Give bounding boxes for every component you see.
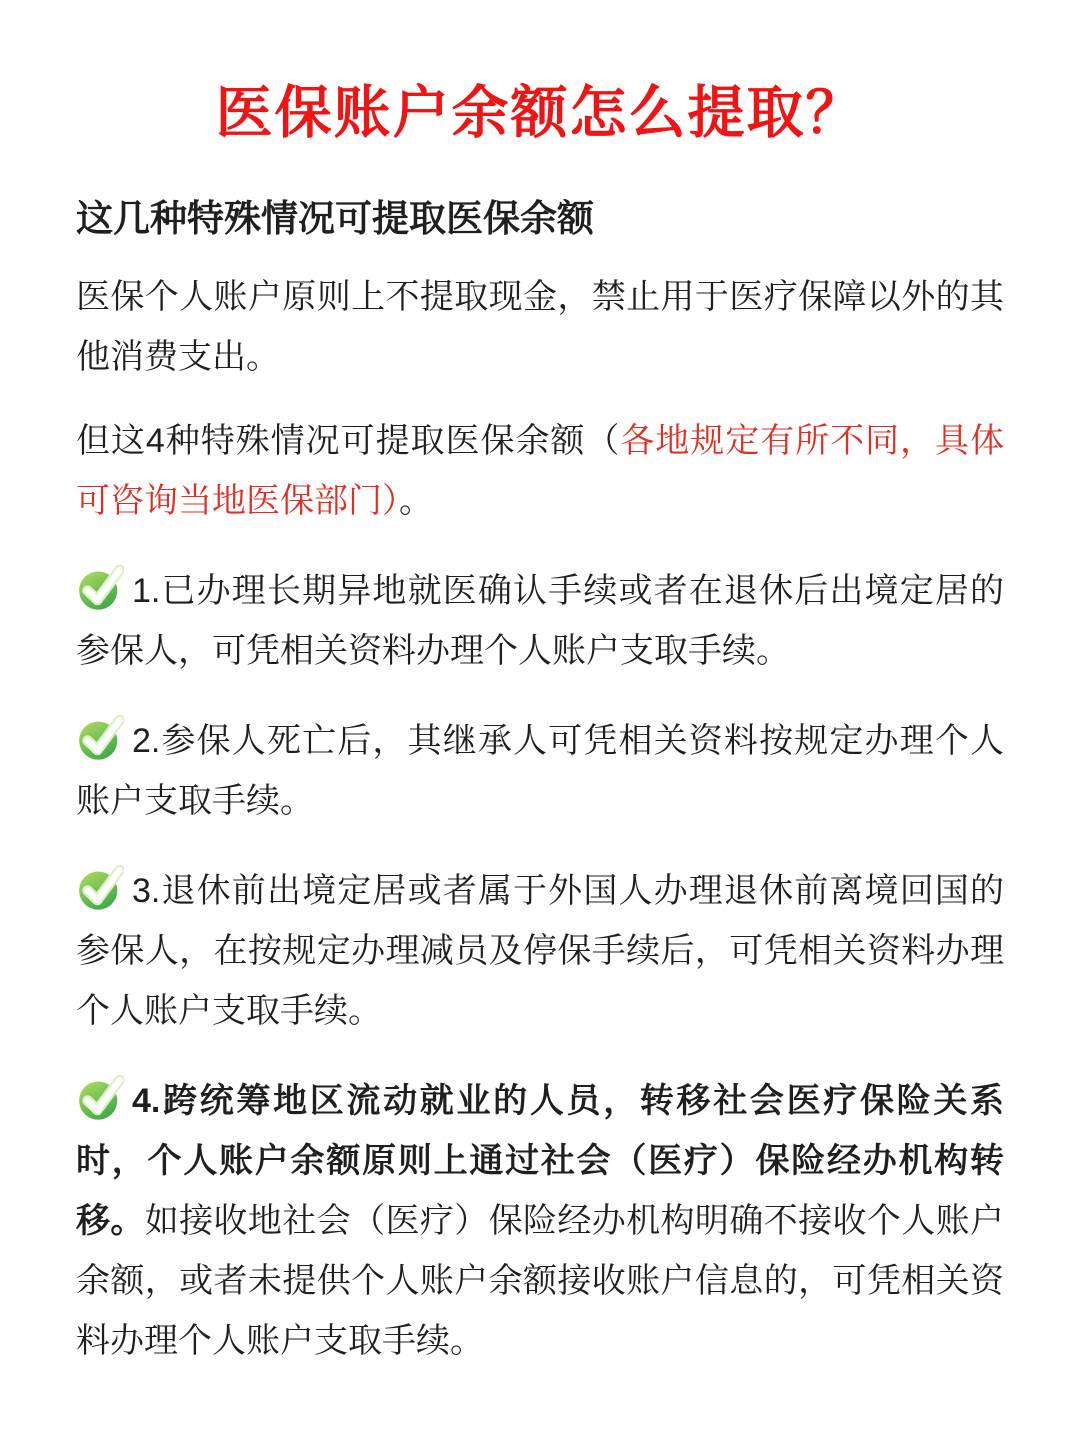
note-red-text: 各地规定有所不同，具体可咨询当地医保部门）: [76, 422, 1004, 521]
page-title: 医保账户余额怎么提取？: [215, 81, 865, 145]
checklist-item-3: [76, 861, 1004, 1041]
check-circle-icon: [76, 563, 124, 611]
check-circle-icon: [76, 713, 124, 761]
item-4-bold-text: 4.跨统筹地区流动就业的人员，转移社会医疗保险关系时，个人账户余额原则上通过社会（医疗）保险经办机构转移。: [76, 1082, 1004, 1241]
item-3-normal-text: 3.退休前出境定居或者属于外国人办理退休前离境回国的参保人，在按规定办理减员及停保手续后，可凭相关资料办理个人账户支取手续。: [76, 872, 1004, 1031]
checklist-item-1: [76, 561, 1004, 681]
item-4-normal-text: 如接收地社会（医疗）保险经办机构明确不接收个人账户余额，或者未提供个人账户余额接收账户信息的，可凭相关资料办理个人账户支取手续。: [76, 1202, 1005, 1361]
check-circle-icon: [76, 1073, 124, 1121]
checklist-item-4: [76, 1071, 1004, 1371]
item-1-normal-text: 1.已办理长期异地就医确认手续或者在退休后出境定居的参保人，可凭相关资料办理个人账户支取手续。: [76, 572, 1004, 671]
item-2-normal-text: 2.参保人死亡后，其继承人可凭相关资料按规定办理个人账户支取手续。: [76, 722, 1004, 821]
check-circle-icon: [76, 863, 124, 911]
checklist-item-2: [76, 711, 1004, 831]
intro-paragraph: 医保个人账户原则上不提取现金，禁止用于医疗保障以外的其他消费支出。: [76, 278, 1004, 377]
note-paragraph: [76, 411, 1004, 531]
section-subtitle: 这几种特殊情况可提取医保余额: [76, 198, 594, 240]
note-black-prefix: 但这4种特殊情况可提取医保余额（: [76, 422, 621, 461]
note-black-suffix: 。: [399, 482, 433, 521]
